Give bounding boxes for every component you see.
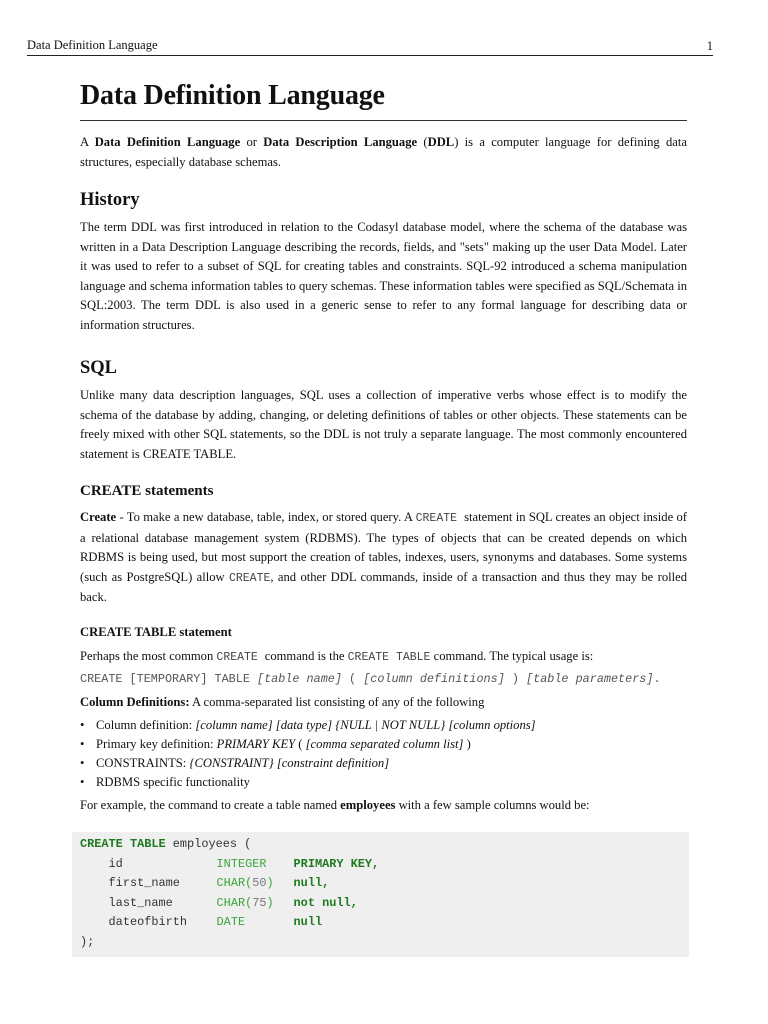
list-item-label: CONSTRAINTS: [96, 755, 190, 770]
create-text3: , and other DDL commands, inside of a transaction and thus they may be rolled back. [80, 569, 687, 604]
syntax-plain3: ) [504, 672, 527, 686]
intro-abbr: DDL [427, 135, 455, 149]
create-heading: CREATE statements [80, 483, 214, 499]
code-col-constraint: null [293, 915, 323, 929]
list-item-plain: ( [295, 736, 306, 751]
sql-paragraph: Unlike many data description languages, SQL uses a collection of imperative verbs whose effect is to modify the schema of the database by adding, changing, or deleting definitions of tables or other objects. These statements can be freely mixed with other SQL statements, so the DDL is not truly a separate language. The most commonly encountered statement is CREATE TABLE. [80, 388, 687, 461]
code-close: ); [80, 934, 95, 949]
syntax-plain2: ( [341, 672, 364, 686]
intro-paragraph [80, 133, 687, 172]
sql-heading: SQL [80, 358, 118, 378]
create-lead: Create [80, 510, 117, 524]
intro-or: or [240, 135, 264, 149]
code-col-type-end: ) [266, 895, 274, 910]
intro-rest: ) is a computer language for defining data structures, especially database schemas. [80, 135, 687, 169]
list-item-plain2: ) [463, 736, 471, 751]
coldefs-text: A comma-separated list consisting of any of the following [189, 695, 485, 709]
code-col-type: DATE [216, 915, 246, 929]
code-col-constraint: PRIMARY KEY, [293, 856, 380, 871]
syntax-table-params: [table parameters] [526, 672, 654, 686]
running-header [27, 38, 713, 56]
example-pre: For example, the command to create a table named [80, 797, 341, 812]
code-col-constraint: not null, [293, 895, 358, 910]
intro-term1: Data Definition Language [94, 135, 241, 149]
code-line1-rest: employees ( [165, 837, 252, 851]
list-item-italic: [column name] [data type] {NULL | NOT NULL} [column options] [195, 717, 536, 732]
bullet: • [80, 755, 85, 770]
usage-code1: CREATE [216, 650, 265, 664]
list-item [80, 735, 687, 754]
page-title: Data Definition Language [80, 80, 687, 121]
intro-paren: ( [417, 135, 428, 149]
bullet: • [80, 717, 85, 732]
list-item-italic: PRIMARY KEY [216, 736, 296, 751]
code-col-type: INTEGER [216, 856, 267, 871]
intro-a: A [80, 135, 95, 149]
code-col-constraint: null, [293, 876, 330, 890]
create-text2: statement in SQL creates an object inside of a relational database management system (RDBMS). The types of objects that can be created depends on which RDBMS is being used, but most support the creation of tables, indexes, users, synonyms and databases. Some systems (such as PostgreSQL) allow [80, 510, 687, 584]
code-col-type: CHAR( [216, 876, 253, 890]
code-col-name: last_name [108, 895, 173, 910]
list-item [80, 716, 687, 735]
example-bold: employees [340, 797, 396, 812]
code-example-block [72, 832, 689, 957]
code-keyword: CREATE TABLE [80, 837, 166, 851]
list-item-italic2: [comma separated column list] [305, 736, 464, 751]
list-item-italic: {CONSTRAINT} [constraint definition] [189, 755, 390, 770]
coldefs-label: Column Definitions: [80, 695, 190, 709]
code-col-type-wrap [217, 874, 294, 894]
create-code2: CREATE [228, 571, 271, 585]
list-item [80, 754, 687, 773]
bullet: • [80, 736, 85, 751]
running-header-title: Data Definition Language [27, 38, 158, 52]
list-item [80, 773, 687, 792]
syntax-plain1: CREATE [TEMPORARY] TABLE [80, 672, 257, 686]
column-definitions-list [80, 716, 687, 792]
code-col-type-wrap [217, 894, 294, 914]
create-table-heading: CREATE TABLE statement [80, 624, 232, 639]
history-paragraph: The term DDL was first introduced in relation to the Codasyl database model, where the schema of the database was written in a Data Description Language describing the records, fields, and "sets" making up the user Data Model. Later it was used to refer to a subset of SQL for creating tables and constraints. SQL-92 introduced a schema manipulation language and schema information tables to query schemas. These information tables were specified as SQL/Schemata in SQL:2003. The term DDL is also used in a generic sense to refer to any formal language for describing data or information structures. [80, 220, 687, 332]
list-item-label: RDBMS specific functionality [96, 774, 250, 789]
history-heading: History [80, 190, 140, 210]
syntax-table-name: [table name] [256, 672, 342, 686]
page-body [80, 80, 687, 815]
create-text1: - To make a new database, table, index, or stored query. A [116, 510, 416, 524]
usage-paragraph [80, 647, 687, 668]
intro-term2: Data Description Language [263, 135, 418, 149]
code-col-type-end: ) [266, 876, 274, 890]
syntax-end: . [653, 672, 661, 686]
usage-text1: Perhaps the most common [80, 648, 217, 663]
bullet: • [80, 774, 85, 789]
code-col-type: CHAR( [216, 895, 253, 910]
example-post: with a few sample columns would be: [395, 797, 590, 812]
code-example [80, 835, 681, 952]
coldefs-paragraph [80, 693, 687, 713]
list-item-label: Primary key definition: [96, 736, 217, 751]
usage-code2: CREATE TABLE [347, 650, 431, 664]
code-col-size: 50 [252, 876, 267, 890]
usage-text3: command. The typical usage is: [430, 648, 594, 663]
create-paragraph [80, 508, 687, 608]
code-col-size: 75 [252, 895, 267, 910]
list-item-label: Column definition: [96, 717, 196, 732]
syntax-column-defs: [column definitions] [363, 672, 505, 686]
code-col-name: id [108, 856, 123, 871]
code-col-name: dateofbirth [108, 915, 188, 929]
usage-text2: command is the [264, 648, 348, 663]
create-code1: CREATE [415, 512, 465, 525]
create-table-syntax [80, 669, 687, 689]
page-number: 1 [706, 39, 713, 53]
example-paragraph [80, 796, 687, 816]
code-col-name: first_name [108, 876, 180, 890]
